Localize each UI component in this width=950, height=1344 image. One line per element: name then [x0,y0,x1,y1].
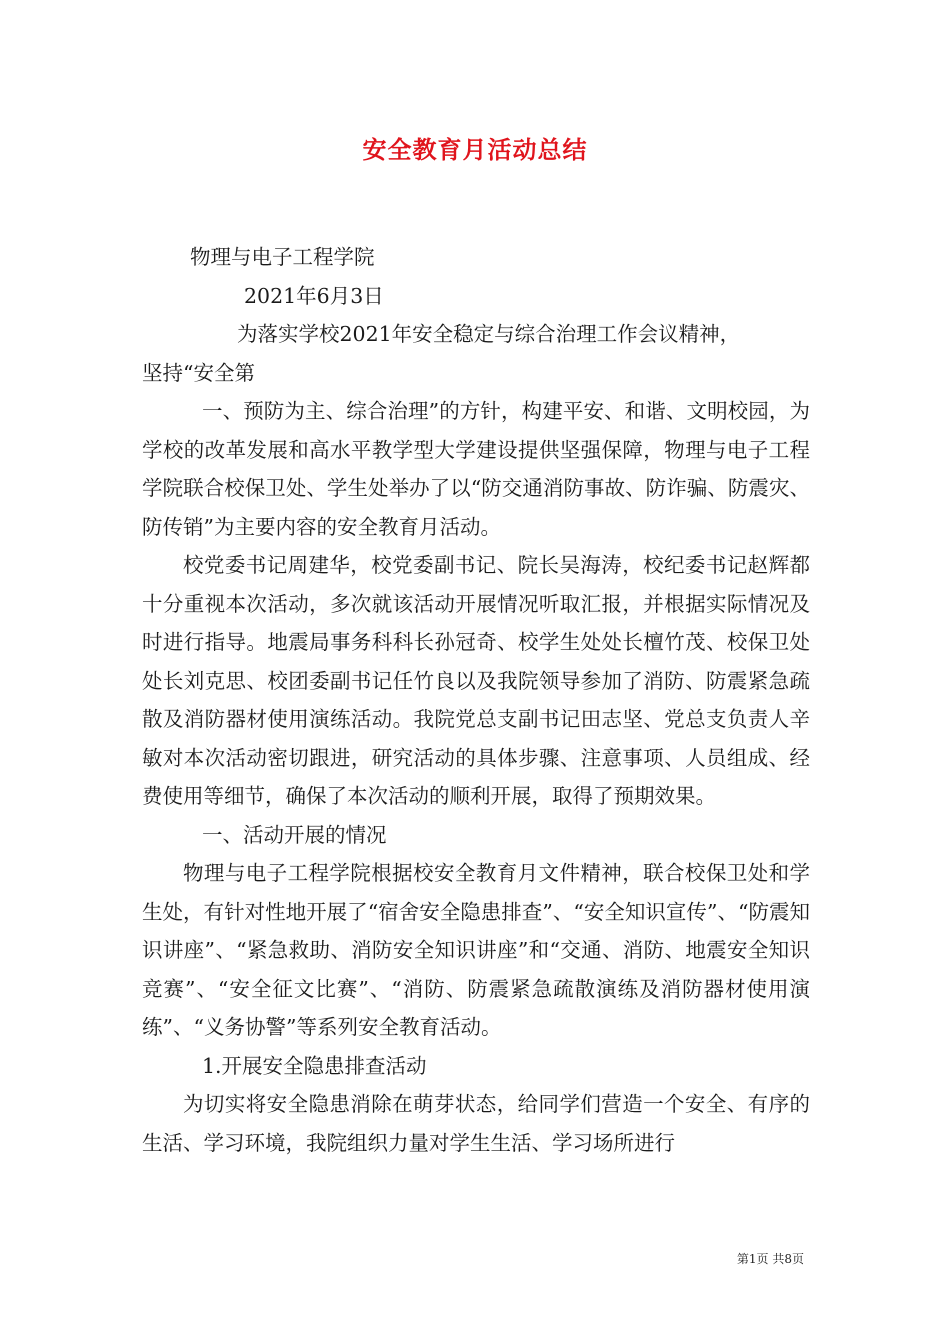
document-title: 安全教育月活动总结 [362,135,588,164]
subsection-heading-1: 1.开展安全隐患排查活动 [202,1053,427,1078]
section-heading-1: 一、活动开展的情况 [202,822,387,847]
paragraph-inspection: 为切实将安全隐患消除在萌芽状态，给同学们营造一个安全、有序的生活、学习环境，我院组织力量对学生生活、学习场所进行 [142,1092,810,1155]
paragraph-principle: 一、预防为主、综合治理”的方针，构建平安、和谐、文明校园，为学校的改革发展和高水平教学型大学建设提供坚强保障，物理与电子工程学院联合校保卫处、学生处举办了以“防交通消防事故、防诈骗、防震灾、防传销”为主要内容的安全教育月活动。 [142,399,810,539]
lead-line-1: 为落实学校2021年安全稳定与综合治理工作会议精神， [237,322,741,346]
document-body [142,238,810,1162]
paragraph-leadership: 校党委书记周建华，校党委副书记、院长吴海涛，校纪委书记赵辉都十分重视本次活动，多次就该活动开展情况听取汇报，并根据实际情况及时进行指导。地震局事务科科长孙冠奇、校学生处处长檀竹茂、校保卫处处长刘克思、校团委副书记任竹良以及我院领导参加了消防、防震紧急疏散及消防器材使用演练活动。我院党总支副书记田志坚、党总支负责人辛敏对本次活动密切跟进，研究活动的具体步骤、注意事项、人员组成、经费使用等细节，确保了本次活动的顺利开展，取得了预期效果。 [142,553,810,808]
document-date: 2021年6月3日 [244,283,384,308]
page-number: 第1页 共8页 [736,1252,804,1266]
org-name: 物理与电子工程学院 [190,245,375,269]
paragraph-activities: 物理与电子工程学院根据校安全教育月文件精神，联合校保卫处和学生处，有针对性地开展了“宿舍安全隐患排查”、“安全知识宣传”、“防震知识讲座”、“紧急救助、消防安全知识讲座”和“交通、消防、地震安全知识竞赛”、“安全征文比赛”、“消防、防震紧急疏散演练及消防器材使用演练”、“义务协警”等系列安全教育活动。 [142,861,810,1039]
lead-line-2: 坚持“安全第 [142,360,255,385]
